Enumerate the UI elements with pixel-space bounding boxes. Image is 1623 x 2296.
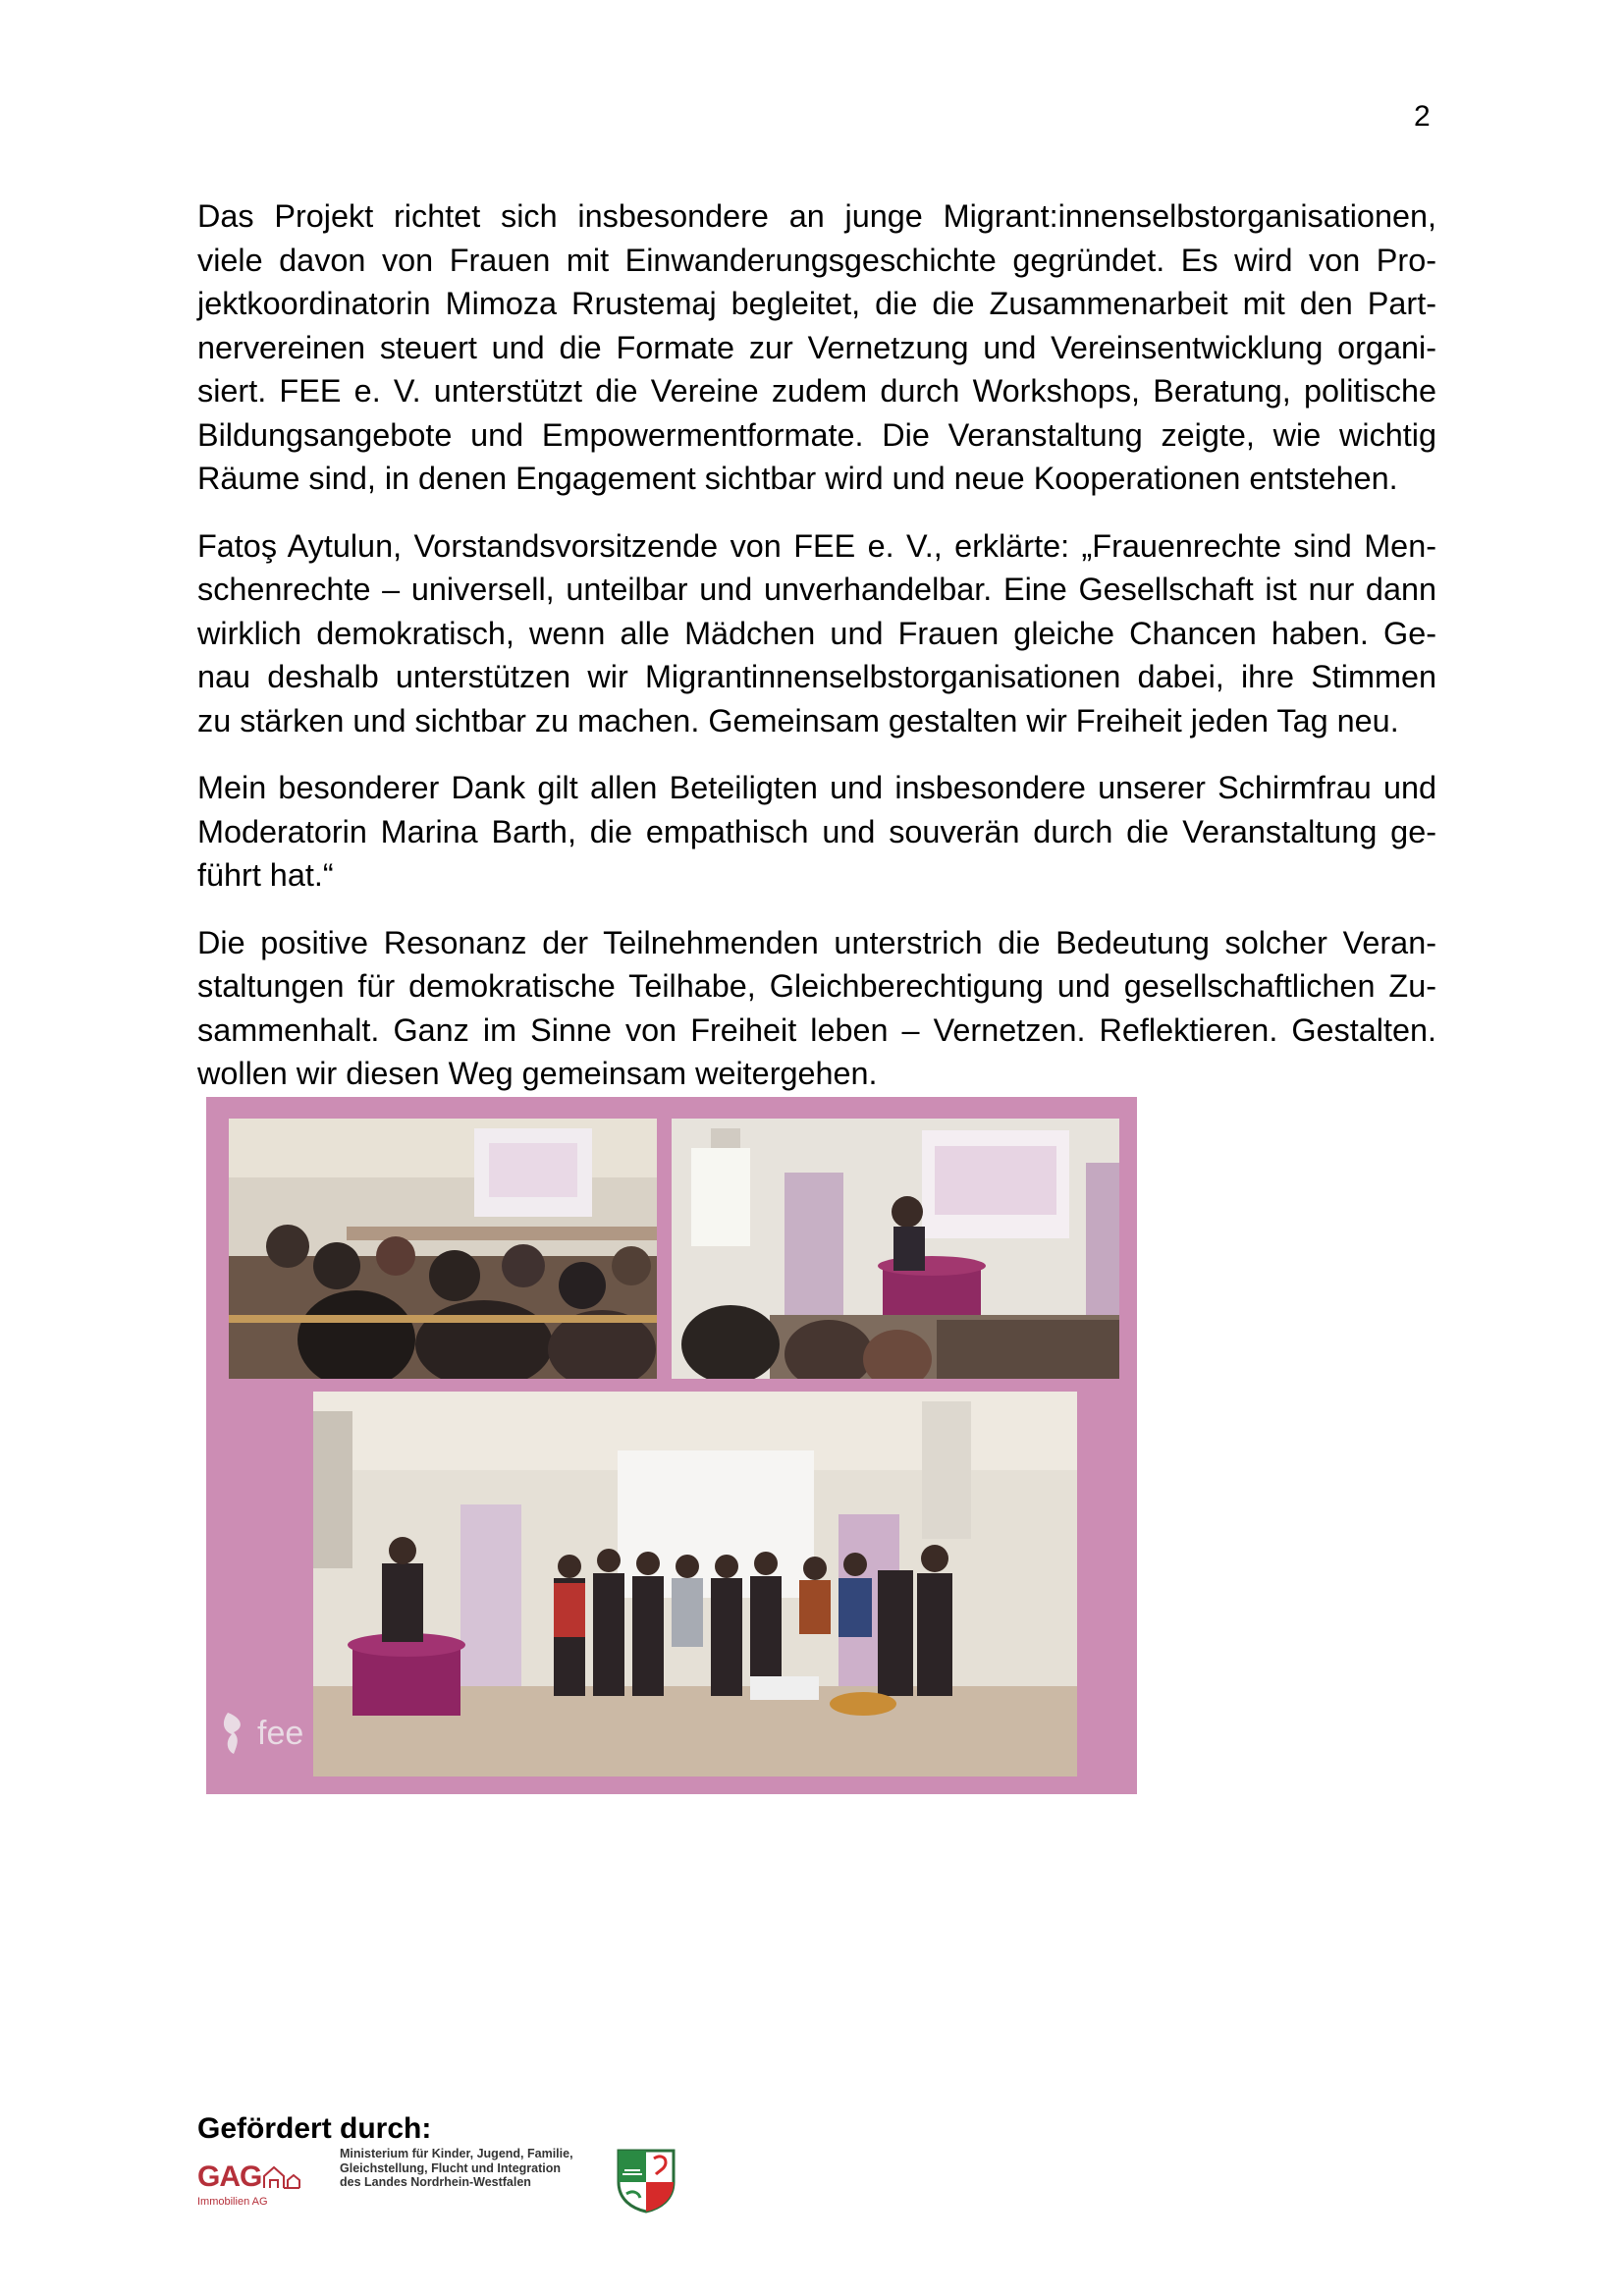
- ministry-line: Gleichstellung, Flucht und Integration: [340, 2160, 561, 2175]
- text-line: jektkoordinatorin Mimoza Rrustemaj begleitet, die die Zusammenarbeit mit den Part-: [197, 286, 1436, 321]
- photo-collage: [206, 1097, 1137, 1794]
- nrw-coat-of-arms-icon: [615, 2147, 677, 2214]
- text-line: Bildungsangebote und Empowermentformate. Die Veranstaltung zeigte, wie wichtig: [197, 416, 1436, 453]
- ministry-line: des Landes Nordrhein-Westfalen: [340, 2175, 531, 2189]
- paragraph-quote: [197, 524, 1436, 743]
- fee-leaf-icon: [220, 1711, 249, 1756]
- paragraph-project: [197, 194, 1436, 501]
- text-line: zu stärken und sichtbar zu machen. Gemeinsam gestalten wir Freiheit jeden Tag neu.: [197, 702, 1399, 738]
- text-line: Die positive Resonanz der Teilnehmenden unterstrich die Bedeutung solcher Veran-: [197, 924, 1436, 960]
- text-line: staltungen für demokratische Teilhabe, Gleichberechtigung und gesellschaftlichen Zu-: [197, 968, 1436, 1004]
- ministry-name: [340, 2147, 573, 2190]
- text-line: führt hat.“: [197, 857, 334, 893]
- fee-logo: [220, 1711, 303, 1756]
- gag-logo-text: GAG: [197, 2160, 262, 2193]
- speaker-photo: [672, 1119, 1119, 1379]
- text-line: sammenhalt. Ganz im Sinne von Freiheit leben – Vernetzen. Reflektieren. Gestalten.: [197, 1011, 1436, 1048]
- text-line: Moderatorin Marina Barth, die empathisch und souverän durch die Veranstaltung ge-: [197, 813, 1436, 849]
- sponsor-logos: [197, 2147, 708, 2215]
- text-line: Fatoş Aytulun, Vorstandsvorsitzende von FEE e. V., erklärte: „Frauenrechte sind Men-: [197, 527, 1436, 564]
- fee-logo-text: fee: [257, 1714, 304, 1752]
- body-text: [197, 194, 1436, 1120]
- text-line: wirklich demokratisch, wenn alle Mädchen und Frauen gleiche Chancen haben. Ge-: [197, 615, 1436, 651]
- paragraph-resonance: [197, 921, 1436, 1096]
- text-line: Das Projekt richtet sich insbesondere an junge Migrant:innenselbstorganisationen,: [197, 198, 1436, 234]
- text-line: siert. FEE e. V. unterstützt die Vereine zudem durch Workshops, Beratung, politische: [197, 373, 1436, 409]
- text-line: Räume sind, in denen Engagement sichtbar wird und neue Kooperationen entstehen.: [197, 461, 1398, 496]
- text-line: schenrechte – universell, unteilbar und unverhandelbar. Eine Gesellschaft ist nur dann: [197, 572, 1436, 607]
- text-line: viele davon von Frauen mit Einwanderungsgeschichte gegründet. Es wird von Pro-: [197, 242, 1436, 278]
- gag-logo-subtitle: Immobilien AG: [197, 2196, 268, 2208]
- gag-logo: [197, 2160, 268, 2208]
- audience-photo: [229, 1119, 657, 1379]
- text-line: Mein besonderer Dank gilt allen Beteiligten und insbesondere unserer Schirmfrau und: [197, 770, 1436, 805]
- paragraph-thanks: [197, 766, 1436, 898]
- text-line: nau deshalb unterstützen wir Migrantinnenselbstorganisationen dabei, ihre Stimmen: [197, 659, 1436, 694]
- house-icon: [262, 2164, 301, 2190]
- text-line: wollen wir diesen Weg gemeinsam weitergehen.: [197, 1056, 878, 1091]
- ministry-line: Ministerium für Kinder, Jugend, Familie,: [340, 2147, 573, 2160]
- group-photo: [313, 1392, 1077, 1777]
- page-number: 2: [1414, 100, 1431, 133]
- funded-by-label: Gefördert durch:: [197, 2112, 432, 2145]
- text-line: nervereinen steuert und die Formate zur Vernetzung und Vereinsentwicklung organi-: [197, 329, 1436, 365]
